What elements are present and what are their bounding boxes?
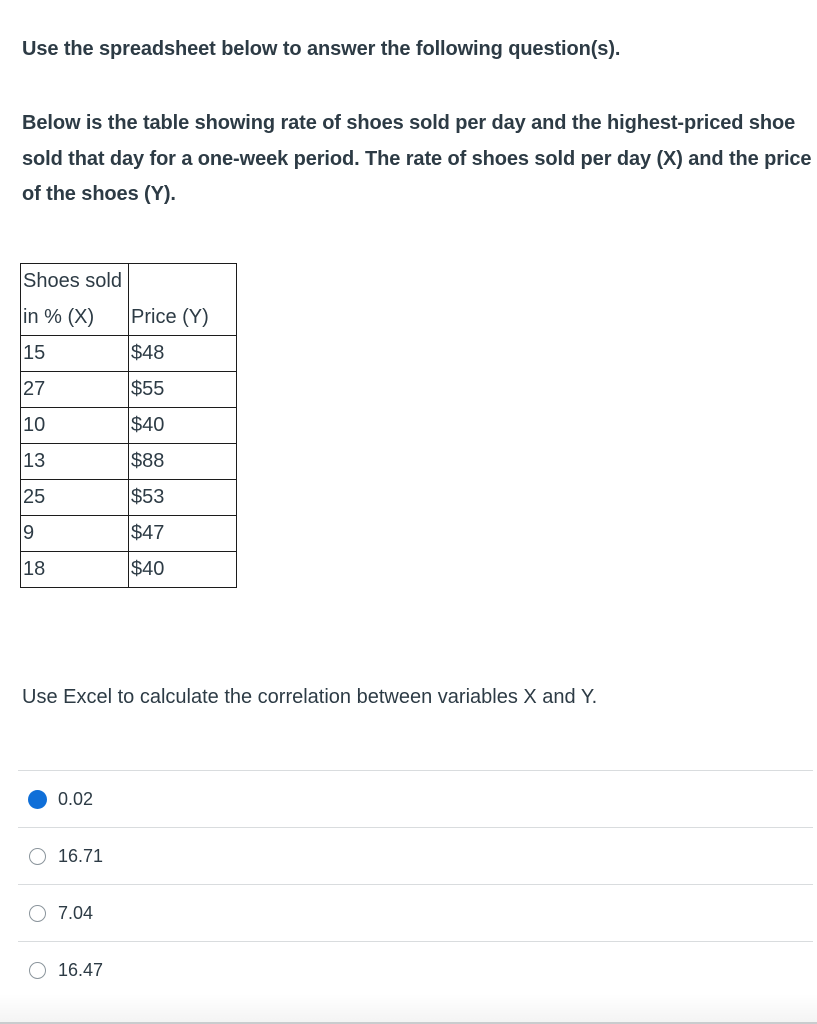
answer-label: 0.02 <box>58 788 94 809</box>
cell-y: $47 <box>129 516 237 552</box>
table-row <box>21 516 237 552</box>
cell-y: $40 <box>129 552 237 588</box>
radio-unselected-icon[interactable] <box>29 905 46 922</box>
cell-y: $48 <box>129 336 237 372</box>
instructions-header: Use the spreadsheet below to answer the following question(s). <box>22 38 621 60</box>
cell-x: 18 <box>21 552 129 588</box>
cell-y: $53 <box>129 480 237 516</box>
cell-x: 13 <box>21 444 129 480</box>
answer-option[interactable] <box>18 827 813 884</box>
answer-label: 16.71 <box>58 845 104 866</box>
radio-selected-icon[interactable] <box>29 791 46 808</box>
answer-option[interactable] <box>18 770 813 827</box>
question-text: Use Excel to calculate the correlation between variables X and Y. <box>22 686 598 708</box>
answer-choices <box>18 770 813 998</box>
cell-x: 25 <box>21 480 129 516</box>
answer-option[interactable] <box>18 884 813 941</box>
cell-x: 9 <box>21 516 129 552</box>
table-row <box>21 336 237 372</box>
cell-x: 10 <box>21 408 129 444</box>
cell-x: 27 <box>21 372 129 408</box>
answer-label: 16.47 <box>58 959 104 980</box>
question-intro: Below is the table showing rate of shoes sold per day and the highest-priced shoe sold that day for a one-week period. The rate of shoes sold per day (X) and the price of the shoes (Y). <box>22 112 812 205</box>
cell-y: $40 <box>129 408 237 444</box>
radio-unselected-icon[interactable] <box>29 962 46 979</box>
cell-y: $55 <box>129 372 237 408</box>
cell-y: $88 <box>129 444 237 480</box>
cell-x: 15 <box>21 336 129 372</box>
column-header-y: Price (Y) <box>129 264 237 336</box>
answer-label: 7.04 <box>58 902 94 923</box>
table-row <box>21 552 237 588</box>
radio-unselected-icon[interactable] <box>29 848 46 865</box>
table-row <box>21 480 237 516</box>
page-bottom-edge <box>0 994 817 1024</box>
shoes-data-table <box>20 263 237 588</box>
table-row <box>21 444 237 480</box>
table-row <box>21 372 237 408</box>
table-header-row <box>21 264 237 336</box>
table-row <box>21 408 237 444</box>
column-header-x: Shoes sold in % (X) <box>21 264 129 336</box>
answer-option[interactable] <box>18 941 813 998</box>
